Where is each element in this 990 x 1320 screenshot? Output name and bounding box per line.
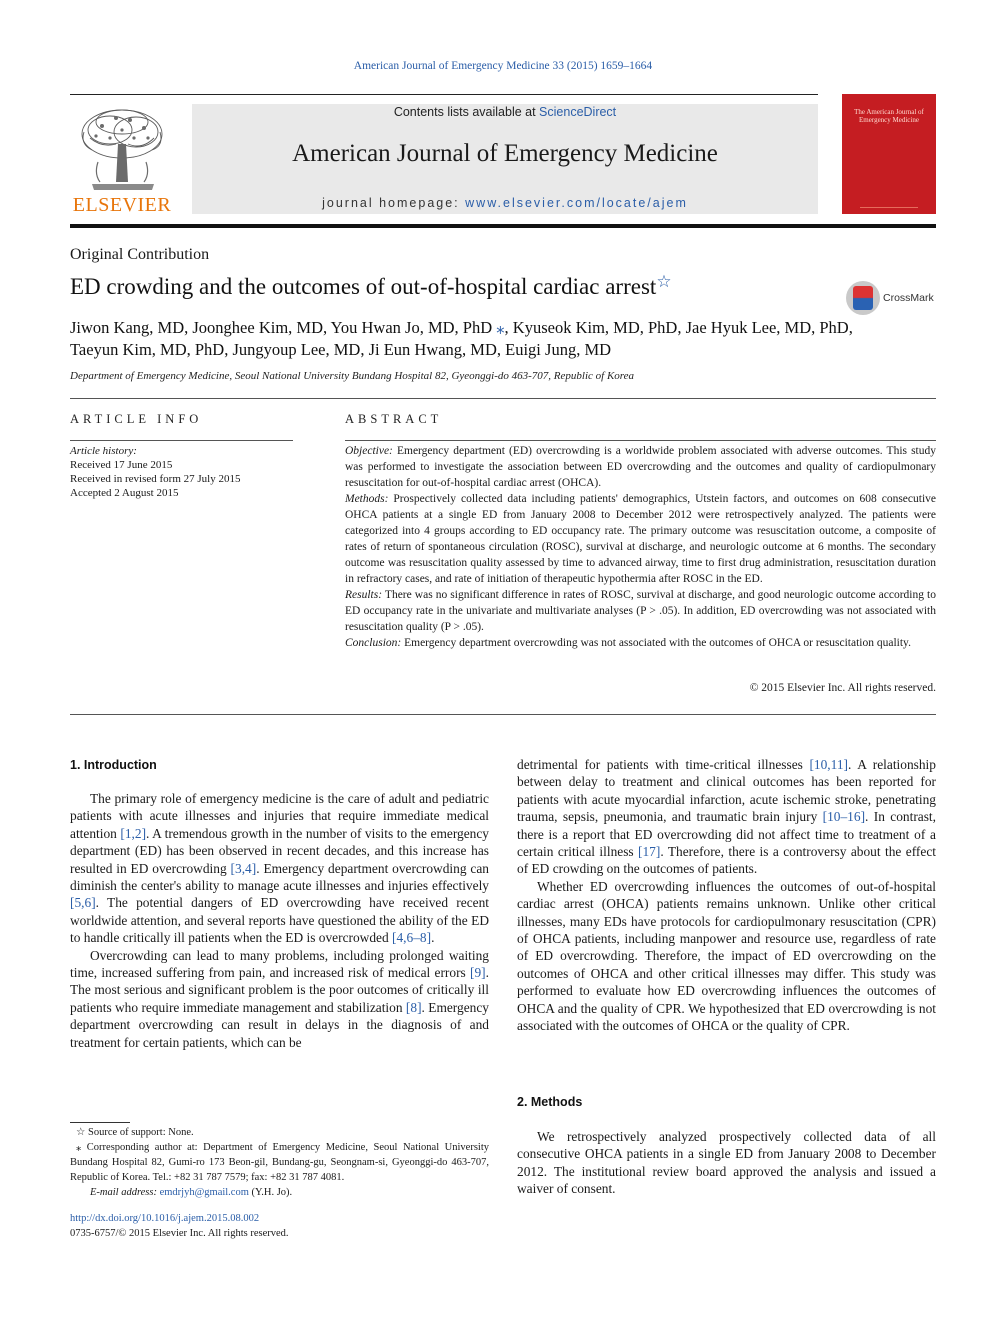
abstract-methods bbox=[345, 491, 936, 587]
reference-link[interactable]: [9] bbox=[470, 965, 486, 981]
crossmark-icon bbox=[846, 281, 880, 315]
text-run: detrimental for patients with time-critical illnesses bbox=[517, 757, 810, 772]
abstract-bottom-rule bbox=[70, 714, 936, 715]
contents-prefix: Contents lists available at bbox=[393, 105, 540, 119]
cover-title: The American Journal of Emergency Medicine bbox=[854, 108, 924, 124]
methods-text: Prospectively collected data including patients' demographics, Utstein factors, and outcomes on 608 consecutive OHCA patients at a single ED from January 2008 to December 2012 were retrospectively analyzed. The patients were categorized into 4 groups according to ED occupancy rate. The primary outcome was resuscitation outcome, a composite of rates of return of spontaneous circulation (ROSC), survival at discharge, and neurologic outcome at 6 months. The secondary outcome was resuscitation quality assessed by time to advanced airway, time to first drug administration, resuscitation duration in refractory cases, and rate of initiation of therapeutic hypothermia after ROSC in the ED. bbox=[345, 493, 936, 585]
email-label: E-mail address: bbox=[90, 1187, 160, 1198]
intro-paragraph-2 bbox=[70, 947, 489, 1051]
abstract-conclusion bbox=[345, 635, 936, 651]
crossmark-badge[interactable] bbox=[846, 281, 936, 315]
objective-text: Emergency department (ED) overcrowding is a worldwide problem associated with adverse outcomes. This study was performed to investigate the association between ED overcrowding and the outcomes and quality of cardiopulmonary resuscitation for out-of-hospital cardiac arrest (OHCA). bbox=[345, 445, 936, 489]
text-run: . bbox=[431, 930, 435, 946]
abstract-copyright: © 2015 Elsevier Inc. All rights reserved. bbox=[749, 682, 936, 694]
journal-citation[interactable]: American Journal of Emergency Medicine 33 (2015) 1659–1664 bbox=[353, 60, 653, 72]
journal-header-panel bbox=[192, 104, 818, 214]
authors-text: Jiwon Kang, MD, Joonghee Kim, MD, You Hwan Jo, MD, PhD bbox=[70, 318, 493, 337]
footnote-rule bbox=[70, 1122, 130, 1123]
introduction-text bbox=[70, 790, 489, 1051]
authors-text: , Kyuseok Kim, MD, PhD, Jae Hyuk Lee, MD, PhD, bbox=[504, 318, 853, 337]
abstract-results bbox=[345, 587, 936, 635]
email-suffix: (Y.H. Jo). bbox=[248, 1187, 293, 1198]
intro-paragraph-1 bbox=[70, 790, 489, 947]
homepage-line bbox=[192, 196, 818, 210]
text-run: . A tremendous growth in the number of visits to the emergency department (ED) has been observed in recent decades, and this increase has resulted in ED overcrowding bbox=[70, 825, 490, 876]
footnote-email bbox=[70, 1185, 489, 1200]
text-run: . The potential dangers of ED overcrowding have received recent worldwide attention, and several reports have questioned the ability of the ED to handle critically ill patients when the ED is overcrowded bbox=[70, 895, 489, 946]
text-run: . Emergency department overcrowding can result in delays in the diagnosis of and treatment for certain patients, which can be bbox=[70, 999, 489, 1050]
contents-line bbox=[192, 105, 818, 119]
article-info-heading: ARTICLE INFO bbox=[70, 412, 203, 426]
doi-link[interactable]: http://dx.doi.org/10.1016/j.ajem.2015.08.002 bbox=[70, 1213, 260, 1224]
journal-cover-thumbnail[interactable] bbox=[842, 94, 936, 214]
introduction-heading: 1. Introduction bbox=[70, 758, 157, 772]
reference-link[interactable]: [10,11] bbox=[809, 757, 849, 772]
footnote-symbol: ⁎ bbox=[76, 1142, 82, 1153]
reference-link[interactable]: [8] bbox=[405, 999, 422, 1015]
intro-paragraph-3 bbox=[517, 756, 936, 878]
reference-link[interactable]: [3,4] bbox=[230, 860, 257, 876]
results-text: There was no significant difference in rates of ROSC, survival at discharge, and good neurologic outcome according to ED occupancy rate in the univariate and multivariate analyses (P > .05). In addition, ED overcrowding was not associated with resuscitation quality (P > .05). bbox=[345, 589, 936, 633]
article-title bbox=[70, 274, 672, 300]
abstract-objective bbox=[345, 443, 936, 491]
text-run: . In contrast, there is a report that ED overcrowding did not affect time to treatment of a certain critical illness bbox=[517, 809, 937, 860]
abstract-body bbox=[345, 443, 936, 651]
elsevier-tree-icon bbox=[72, 104, 172, 196]
header-top-rule bbox=[70, 94, 818, 95]
issn-line: 0735-6757/© 2015 Elsevier Inc. All rights reserved. bbox=[70, 1228, 289, 1239]
title-footnote-link[interactable]: ☆ bbox=[656, 272, 672, 291]
footnote-text: Source of support: None. bbox=[85, 1127, 194, 1138]
introduction-continued bbox=[517, 756, 936, 1035]
methods-paragraph-1: We retrospectively analyzed prospectively collected data of all consecutive OHCA patients in a single ED from January 2008 to December 2012. The institutional review board approved the analysis and issued a waiver of consent. bbox=[517, 1129, 936, 1197]
conclusion-label: Conclusion: bbox=[345, 637, 402, 649]
affiliation: Department of Emergency Medicine, Seoul National University Bundang Hospital 82, Gyeonggi-do 463-707, Republic of Korea bbox=[70, 370, 635, 382]
header-thick-rule bbox=[70, 224, 936, 228]
intro-paragraph-4: Whether ED overcrowding influences the outcomes of out-of-hospital cardiac arrest (OHCA) patients remains unknown. Unlike other critical illnesses, many EDs have protocols for cardiopulmonary resuscitation (CPR) of OHCA patients, including manpower and resource use, regardless of rate of ED overcrowding. Therefore, the impact of ED overcrowding on the outcomes of OHCA and other critical illnesses may differ. This study was performed to evaluate how ED overcrowding influences the outcomes of OHCA and the quality of CPR. We hypothesized that ED overcrowding is not associated with the outcomes of OHCA or the quality of CPR. bbox=[517, 878, 936, 1034]
reference-link[interactable]: [17] bbox=[638, 844, 661, 860]
abstract-heading: ABSTRACT bbox=[345, 412, 443, 426]
reference-link[interactable]: [10–16] bbox=[822, 809, 866, 825]
elsevier-logo[interactable] bbox=[70, 104, 174, 216]
journal-title: American Journal of Emergency Medicine bbox=[292, 140, 718, 167]
conclusion-text: Emergency department overcrowding was not associated with the outcomes of OHCA or resuscitation quality. bbox=[401, 637, 911, 649]
revised-date: Received in revised form 27 July 2015 bbox=[70, 473, 241, 485]
affiliation-rule bbox=[70, 398, 936, 399]
results-label: Results: bbox=[345, 589, 383, 601]
cover-foot-line bbox=[860, 207, 918, 208]
homepage-prefix: journal homepage: bbox=[322, 196, 466, 210]
elsevier-wordmark: ELSEVIER bbox=[72, 194, 172, 216]
footnote-text: Corresponding author at: Department of Emergency Medicine, Seoul National University Bundang Hospital 82, Gumi-ro 173 Beon-gil, Bundang-gu, Seongnam-si, Gyeonggi-do 463-707, Republic of Korea. Tel.: +82 31 787 7579; fax: +82 31 787 4081. bbox=[70, 1142, 489, 1183]
reference-link[interactable]: [5,6] bbox=[70, 895, 96, 911]
section-type: Original Contribution bbox=[70, 246, 210, 263]
methods-heading: 2. Methods bbox=[517, 1095, 583, 1109]
abstract-rule bbox=[345, 440, 936, 441]
authors-line-1 bbox=[70, 318, 853, 338]
footnote-symbol: ☆ bbox=[76, 1127, 86, 1138]
methods-label: Methods: bbox=[345, 493, 389, 505]
methods-text bbox=[517, 1128, 936, 1198]
article-title-text: ED crowding and the outcomes of out-of-hospital cardiac arrest bbox=[70, 274, 657, 299]
text-run: . Therefore, there is a controversy about the effect of ED crowding on the outcomes of patients. bbox=[517, 844, 936, 877]
authors-line-2: Taeyun Kim, MD, PhD, Jungyoup Lee, MD, Ji Eun Hwang, MD, Euigi Jung, MD bbox=[70, 340, 612, 359]
reference-link[interactable]: [4,6–8] bbox=[392, 930, 432, 946]
footnote-corresponding bbox=[70, 1140, 489, 1185]
text-run: . The most serious and significant problem is the poor outcomes of critically ill patients who require immediate management and stabilization bbox=[70, 965, 489, 1015]
footnote-support bbox=[70, 1125, 489, 1140]
footnotes bbox=[70, 1125, 489, 1200]
crossmark-label: CrossMark bbox=[883, 292, 934, 304]
objective-label: Objective: bbox=[345, 445, 393, 457]
corresponding-author-link[interactable]: ⁎ bbox=[496, 318, 505, 337]
text-run: . Emergency department overcrowding can diminish the center's ability to manage acute illnesses and injuries effectively bbox=[70, 860, 489, 894]
received-date: Received 17 June 2015 bbox=[70, 459, 173, 471]
homepage-link[interactable]: www.elsevier.com/locate/ajem bbox=[465, 196, 688, 210]
text-run: The primary role of emergency medicine is the care of adult and pediatric patients with acute illnesses and injuries that require immediate medical attention bbox=[70, 791, 489, 841]
email-link[interactable]: emdrjyh@gmail.com bbox=[159, 1187, 249, 1198]
article-info-rule bbox=[70, 440, 293, 441]
accepted-date: Accepted 2 August 2015 bbox=[70, 487, 179, 499]
article-history-label: Article history: bbox=[70, 445, 137, 457]
sciencedirect-link[interactable]: ScienceDirect bbox=[539, 105, 617, 119]
reference-link[interactable]: [1,2] bbox=[120, 825, 147, 841]
text-run: Overcrowding can lead to many problems, including prolonged waiting time, increased suffering from pain, and increased risk of medical errors bbox=[70, 947, 489, 981]
text-run: . A relationship between delay to treatment and clinical outcomes has been reported for patients with acute myocardial infarction, acute ischemic stroke, penetrating trauma, sepsis, pneumonia, and traumatic brain injury bbox=[517, 757, 936, 825]
